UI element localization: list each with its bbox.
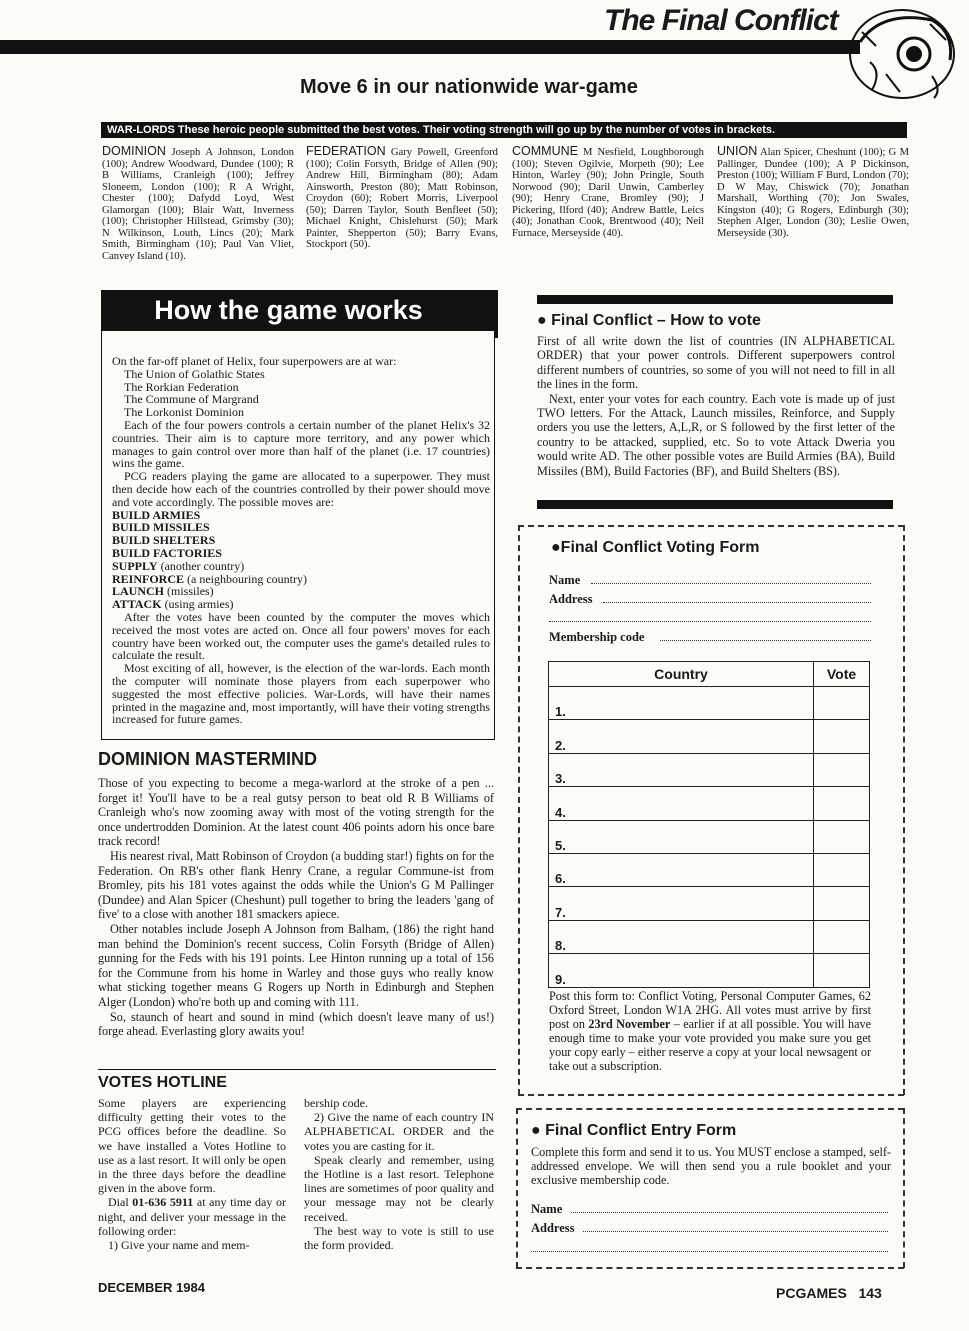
paragraph: 2) Give the name of each country IN ALPHABETICAL ORDER and the votes you are casting for it. xyxy=(304,1110,494,1153)
dominion-mastermind-text xyxy=(98,776,494,1039)
voting-table xyxy=(548,661,870,988)
table-row xyxy=(549,853,870,886)
cut-line xyxy=(903,525,905,1095)
warlord-list: M Nesfield, Loughborough (100); Steven Ogilvie, Morpeth (90); Lee Hinton, Warley (90); John Pringle, South Norwood (90); Daril Unwin, Camberley (90); Henry Crane, Bromley (90); J Pickering, Ilford (40); Andrew Battle, Leics (40); Jonathan Cook, Brentwood (40); Neil Furnace, Merseyside (40). xyxy=(512,147,704,239)
power-item: The Commune of Margrand xyxy=(124,392,259,407)
power-name: DOMINION xyxy=(102,144,166,158)
vote-cell[interactable] xyxy=(814,887,870,920)
paragraph: Each of the four powers controls a certain number of the planet Helix's 32 countries. Their aim is to capture more territory, and any power which manages to gain control over more than half of the planet (i.e. 17 countries) wins the game. xyxy=(112,417,490,471)
power-name: COMMUNE xyxy=(512,144,578,158)
paragraph: His nearest rival, Matt Robinson of Croydon (a budding star!) fights on for the Federation. On RB's other flank Henry Crane, a regular Commune-ist from Bromley, pits his 181 votes against the odds while the Union's G M Pallinger (Dundee) and Alan Spicer (Cheshunt) pull together to bring the leaders 'gang of five' to a close with another 181 smackers apiece. xyxy=(98,848,494,922)
paragraph: Next, enter your votes for each country. Each vote is made up of just TWO letters. For the Attack, Launch missiles, Reinforce, and Supply orders you use the letters, A,L,R, or S followed by the first letter of the country to be attacked, supplied, etc. So to vote Attack Dweria you would write AD. The other possible votes are Build Armies (BA), Build Missiles (BM), Build Factories (BF), and Build Shelters (BS). xyxy=(537,391,895,478)
vote-cell[interactable] xyxy=(814,954,870,987)
vote-cell[interactable] xyxy=(814,853,870,886)
paragraph: So, staunch of heart and sound in mind (which doesn't leave many of us!) forge ahead. Everlasting glory awaits you! xyxy=(98,1009,494,1039)
votes-hotline-col2 xyxy=(304,1096,494,1252)
how-to-vote-title: ● Final Conflict – How to vote xyxy=(537,312,761,329)
rule-bar xyxy=(537,295,893,304)
move-item: ATTACK (using armies) xyxy=(112,597,234,612)
cut-line xyxy=(518,1094,904,1096)
power-item: The Union of Golathic States xyxy=(124,366,265,381)
paragraph: Dial 01-636 5911 at any time day or night, and deliver your message in the following order: xyxy=(98,1195,286,1238)
entry-address-field-line2[interactable] xyxy=(531,1251,888,1252)
move-item: BUILD SHELTERS xyxy=(112,533,216,548)
paragraph: bership code. xyxy=(304,1096,368,1110)
table-row xyxy=(549,920,870,953)
page-number: 143 xyxy=(858,1285,882,1301)
subtitle: Move 6 in our nationwide war-game xyxy=(300,76,638,98)
table-row xyxy=(549,753,870,786)
row-number: 5. xyxy=(549,820,814,853)
warlords-federation xyxy=(306,146,498,251)
row-number: 9. xyxy=(549,954,814,987)
table-row xyxy=(549,787,870,820)
warlord-list: Joseph A Johnson, London (100); Andrew Woodward, Dundee (100); R B Williams, Cranleigh (100); Jeffrey Sloneem, London (100); R A Wright, Chester (100); Dafydd Loyd, West Glamorgan (100); Blair Watt, Inverness (100); Christopher Hillstead, Grimsby (30); N Wilkinson, Louth, Lincs (20); Mark Smith, Birmingham (10); Paul Van Vliet, Canvey Island (10). xyxy=(102,147,294,262)
warlords-commune xyxy=(512,146,704,239)
paragraph: 1) Give your name and mem- xyxy=(108,1238,250,1253)
address-label: Address xyxy=(549,592,593,606)
hotline-phone: 01-636 5911 xyxy=(132,1195,194,1210)
deadline: 23rd November xyxy=(588,1016,671,1031)
warlords-banner: WAR-LORDS These heroic people submitted the best votes. Their voting strength will go up by the number of votes in brackets. xyxy=(101,122,907,138)
entry-form-text: Complete this form and send it to us. You MUST enclose a stamped, self-addressed envelope. We will then send you a rule booklet and your exclusive membership code. xyxy=(531,1145,891,1187)
address-field[interactable] xyxy=(603,602,871,603)
warlords-union xyxy=(717,146,909,239)
row-number: 7. xyxy=(549,887,814,920)
name-field[interactable] xyxy=(591,583,871,584)
move-item: REINFORCE (a neighbouring country) xyxy=(112,571,307,586)
move-item: BUILD FACTORIES xyxy=(112,545,222,560)
move-item: BUILD ARMIES xyxy=(112,507,201,522)
rule-bar xyxy=(537,500,893,509)
row-number: 3. xyxy=(549,753,814,786)
cut-line xyxy=(516,1108,904,1110)
magazine-name: PCGAMES xyxy=(776,1285,847,1301)
power-name: FEDERATION xyxy=(306,144,386,158)
power-item: The Lorkonist Dominion xyxy=(124,405,244,420)
cut-line xyxy=(903,1108,905,1268)
table-row xyxy=(549,687,870,720)
cut-line xyxy=(518,525,904,527)
membership-label: Membership code xyxy=(549,630,645,644)
soldier-illustration xyxy=(842,2,960,102)
paragraph: Some players are experiencing difficulty getting their votes to the PCG offices before the deadline. So we have installed a Votes Hotline to use as a last resort. It will only be open in the three days before the deadline given in the above form. xyxy=(98,1096,286,1196)
vote-cell[interactable] xyxy=(814,787,870,820)
voting-form-title: ●Final Conflict Voting Form xyxy=(551,539,760,556)
votes-hotline-col1 xyxy=(98,1096,286,1252)
vote-cell[interactable] xyxy=(814,753,870,786)
cut-line xyxy=(516,1108,518,1268)
paragraph: First of all write down the list of countries (IN ALPHABETICAL ORDER) that your power controls. Different superpowers control different numbers of countries, so some of you will not need to fill in all the lines in the form. xyxy=(537,334,895,392)
address-label: Address xyxy=(531,1221,575,1235)
issue-date: DECEMBER 1984 xyxy=(98,1280,205,1295)
cut-line xyxy=(516,1267,904,1269)
vote-header: Vote xyxy=(814,662,870,687)
move-item: BUILD MISSILES xyxy=(112,520,210,535)
row-number: 4. xyxy=(549,787,814,820)
table-row xyxy=(549,820,870,853)
paragraph: Most exciting of all, however, is the election of the war-lords. Each month the computer will nominate those players from each superpower who suggested the most effective policies. War-Lords, will have their names printed in the magazine and, most importantly, will have their voting strengths increased for future games. xyxy=(112,661,490,727)
paragraph: Those of you expecting to become a mega-warlord at the stroke of a pen ... forget it! You'll have to be a real gutsy person to beat old R B Williams of Cranleigh who's now zooming away with most of the voting strength for the once undertrodden Dominion. At the latest count 406 points adorn his once bare track record! xyxy=(98,776,494,849)
footer-right xyxy=(776,1285,882,1301)
header-rule xyxy=(0,40,860,54)
membership-field[interactable] xyxy=(660,640,871,641)
power-item: The Rorkian Federation xyxy=(124,379,239,394)
table-row xyxy=(549,887,870,920)
divider xyxy=(98,1069,496,1070)
post-instructions: Post this form to: Conflict Voting, Personal Computer Games, 62 Oxford Street, London W1A 2HG. All votes must arrive by first post on 23rd November – earlier if at all possible. You will have enough time to make your vote provided you make sure you get your copy early – either reserve a copy at your local newsagent or take out a subscription. xyxy=(549,989,871,1073)
table-row xyxy=(549,954,870,987)
vote-cell[interactable] xyxy=(814,820,870,853)
how-to-vote-text xyxy=(537,334,895,478)
row-number: 8. xyxy=(549,920,814,953)
warlord-list: Alan Spicer, Cheshunt (100); G M Pallinger, Dundee (100); A P Dickinson, Preston (100); William F Burd, London (70); D W May, Chiswick (70); Jonathan Marshall, Worthing (70); Jon Swales, Kingston (40); G Rogers, Edinburgh (30); Stephen Alger, London (30); Leslie Owen, Merseyside (30). xyxy=(717,147,909,239)
paragraph: After the votes have been counted by the computer the moves which received the most votes are acted on. Once all four powers' moves for each country have been worked out, the computer uses the game's detailed rules to calculate the result. xyxy=(112,609,490,663)
entry-name-field[interactable] xyxy=(571,1212,888,1213)
row-number: 2. xyxy=(549,720,814,753)
paragraph: Speak clearly and remember, using the Hotline is a last resort. Telephone lines are sometimes of poor quality and your message may not be clearly received. xyxy=(304,1152,494,1224)
how-game-works-title: How the game works xyxy=(101,290,476,330)
how-game-works-text xyxy=(112,355,490,726)
row-number: 1. xyxy=(549,687,814,720)
warlord-list: Gary Powell, Greenford (100); Colin Forsyth, Bridge of Allen (90); Andrew Hill, Birmingham (80); Adam Ainsworth, Preston (80); Matt Robinson, Croydon (60); Robert Morris, Liverpool (50); Darren Taylor, South Benfleet (50); Michael Knight, Chislehurst (50); Mark Painter, Shepperton (50); Barry Evans, Stockport (50). xyxy=(306,147,498,250)
vote-cell[interactable] xyxy=(814,720,870,753)
vote-cell[interactable] xyxy=(814,920,870,953)
move-item: SUPPLY (another country) xyxy=(112,558,245,573)
paragraph: Other notables include Joseph A Johnson from Balham, (186) the right hand man behind the Dominion's recent success, Colin Forsyth (Bridge of Allen) gunning for the Feds with his 191 points. Lee Hinton running up a total of 156 for the Commune from his home in Warley and those guys who really know what sticking together means G Rogers up North in Edinburgh and Stephen Alger (London) who're both up and coming with 111. xyxy=(98,921,494,1009)
votes-hotline-title: VOTES HOTLINE xyxy=(98,1074,227,1091)
address-field-line2[interactable] xyxy=(549,621,871,622)
table-row xyxy=(549,720,870,753)
country-header: Country xyxy=(549,662,814,687)
paragraph: The best way to vote is still to use the form provided. xyxy=(304,1223,494,1253)
row-number: 6. xyxy=(549,853,814,886)
intro: On the far-off planet of Helix, four superpowers are at war: xyxy=(112,354,397,368)
dominion-mastermind-title: DOMINION MASTERMIND xyxy=(98,749,317,769)
move-item: LAUNCH (missiles) xyxy=(112,584,214,599)
entry-address-field[interactable] xyxy=(583,1231,888,1232)
cut-line xyxy=(518,525,520,1095)
name-label: Name xyxy=(531,1202,563,1216)
vote-cell[interactable] xyxy=(814,687,870,720)
power-name: UNION xyxy=(717,144,758,158)
entry-form-title: ● Final Conflict Entry Form xyxy=(531,1122,737,1139)
paragraph: PCG readers playing the game are allocated to a superpower. They must then decide how each of the countries controlled by their power should move and vote accordingly. The possible moves are: xyxy=(112,469,490,509)
warlords-dominion xyxy=(102,146,294,262)
page-title: The Final Conflict xyxy=(604,4,838,37)
name-label: Name xyxy=(549,573,581,587)
